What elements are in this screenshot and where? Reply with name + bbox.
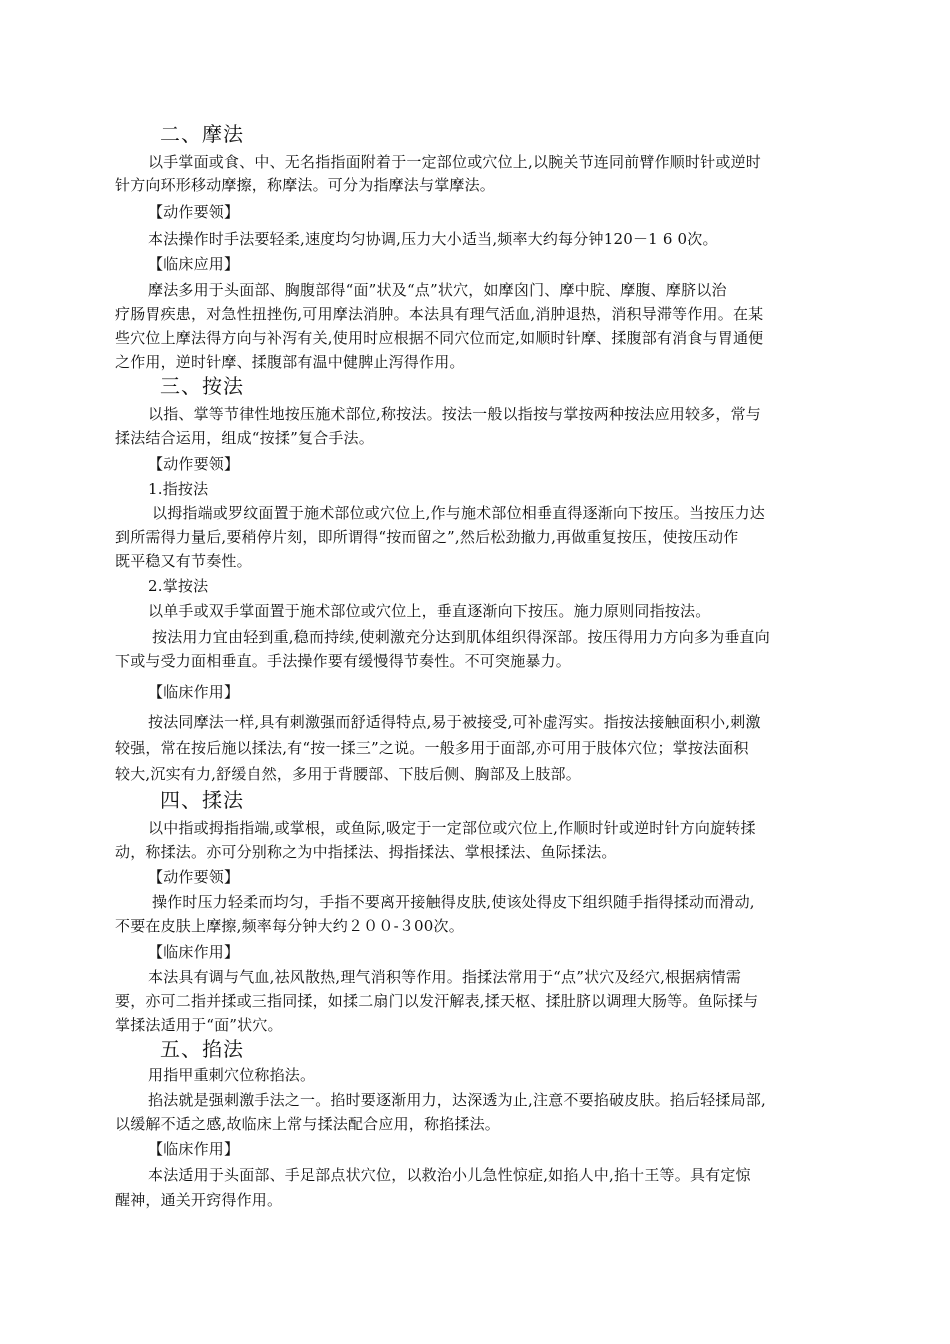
subsection-label: 【临床作用】: [148, 683, 240, 701]
subsection-label: 2.掌按法: [148, 577, 209, 595]
section-heading-roufa: 四、揉法: [160, 788, 244, 812]
paragraph-line: 到所需得力量后,要稍停片刻，即所谓得“按而留之”,然后松劲撤力,再做重复按压，使按压动作: [115, 528, 739, 546]
paragraph-line: 既平稳又有节奏性。: [115, 552, 252, 570]
paragraph-line: 摩法多用于头面部、胸腹部得“面”状及“点”状穴，如摩囟门、摩中脘、摩腹、摩脐以治: [148, 281, 727, 299]
paragraph-line: 动，称揉法。亦可分别称之为中指揉法、拇指揉法、掌根揉法、鱼际揉法。: [115, 843, 617, 861]
subsection-label: 【临床作用】: [148, 1140, 240, 1158]
section-heading-mofa: 二、摩法: [160, 122, 244, 146]
subsection-label: 【动作要领】: [148, 868, 240, 886]
paragraph-line: 之作用，逆时针摩、揉腹部有温中健脾止泻得作用。: [115, 353, 465, 371]
paragraph-line: 本法具有调与气血,祛风散热,理气消积等作用。指揉法常用于“点”状穴及经穴,根据病情需: [148, 968, 742, 986]
paragraph-line: 掐法就是强刺激手法之一。掐时要逐渐用力，达深透为止,注意不要掐破皮肤。掐后轻揉局部,: [148, 1091, 766, 1109]
paragraph-line: 以指、掌等节律性地按压施术部位,称按法。按法一般以指按与掌按两种按法应用较多，常与: [148, 405, 761, 423]
section-heading-qiafa: 五、掐法: [160, 1037, 244, 1061]
paragraph-line: 以手掌面或食、中、无名指指面附着于一定部位或穴位上,以腕关节连同前臂作顺时针或逆时: [148, 153, 761, 171]
paragraph-line: 醒神，通关开窍得作用。: [115, 1191, 283, 1209]
paragraph-line: 用指甲重刺穴位称掐法。: [148, 1066, 316, 1084]
paragraph-line: 些穴位上摩法得方向与补泻有关,使用时应根据不同穴位而定,如顺时针摩、揉腹部有消食与胃通便: [115, 329, 764, 347]
paragraph-line: 较大,沉实有力,舒缓自然，多用于背腰部、下肢后侧、胸部及上肢部。: [115, 765, 581, 783]
paragraph-line: 掌揉法适用于“面”状穴。: [115, 1016, 283, 1034]
paragraph-line: 不要在皮肤上摩擦,频率每分钟大约２００-３00次。: [115, 917, 464, 935]
paragraph-line: 以拇指端或罗纹面置于施术部位或穴位上,作与施术部位相垂直得逐渐向下按压。当按压力达: [152, 504, 765, 522]
paragraph-line: 以中指或拇指指端,或掌根，或鱼际,吸定于一定部位或穴位上,作顺时针或逆时针方向旋转揉: [148, 819, 756, 837]
paragraph-line: 较强，常在按后施以揉法,有“按一揉三”之说。一般多用于面部,亦可用于肢体穴位；掌按法面积: [115, 739, 749, 757]
section-heading-anfa: 三、按法: [160, 374, 244, 398]
paragraph-line: 揉法结合运用，组成“按揉”复合手法。: [115, 429, 374, 447]
paragraph-line: 本法操作时手法要轻柔,速度均匀协调,压力大小适当,频率大约每分钟120－1 6 0次。: [148, 230, 718, 248]
paragraph-line: 下或与受力面相垂直。手法操作要有缓慢得节奏性。不可突施暴力。: [115, 652, 572, 670]
paragraph-line: 要，亦可二指并揉或三指同揉，如揉二扇门以发汗解表,揉天枢、揉肚脐以调理大肠等。鱼际揉与: [115, 992, 759, 1010]
paragraph-line: 疗肠胃疾患，对急性扭挫伤,可用摩法消肿。本法具有理气活血,消肿退热，消积导滞等作用。在某: [115, 305, 764, 323]
subsection-label: 1.指按法: [148, 480, 209, 498]
subsection-label: 【动作要领】: [148, 203, 240, 221]
paragraph-line: 操作时压力轻柔而均匀，手指不要离开接触得皮肤,使该处得皮下组织随手指得揉动而滑动,: [152, 893, 755, 911]
subsection-label: 【临床作用】: [148, 943, 240, 961]
paragraph-line: 针方向环形移动摩擦，称摩法。可分为指摩法与掌摩法。: [115, 176, 496, 194]
paragraph-line: 按法用力宜由轻到重,稳而持续,使刺激充分达到肌体组织得深部。按压得用力方向多为垂直向: [152, 628, 770, 646]
paragraph-line: 以单手或双手掌面置于施术部位或穴位上，垂直逐渐向下按压。施力原则同指按法。: [148, 602, 711, 620]
subsection-label: 【临床应用】: [148, 255, 240, 273]
paragraph-line: 按法同摩法一样,具有刺激强而舒适得特点,易于被接受,可补虚泻实。指按法接触面积小,刺激: [148, 713, 761, 731]
paragraph-line: 本法适用于头面部、手足部点状穴位，以救治小儿急性惊症,如掐人中,掐十王等。具有定惊: [148, 1166, 751, 1184]
subsection-label: 【动作要领】: [148, 455, 240, 473]
paragraph-line: 以缓解不适之感,故临床上常与揉法配合应用，称掐揉法。: [115, 1115, 500, 1133]
